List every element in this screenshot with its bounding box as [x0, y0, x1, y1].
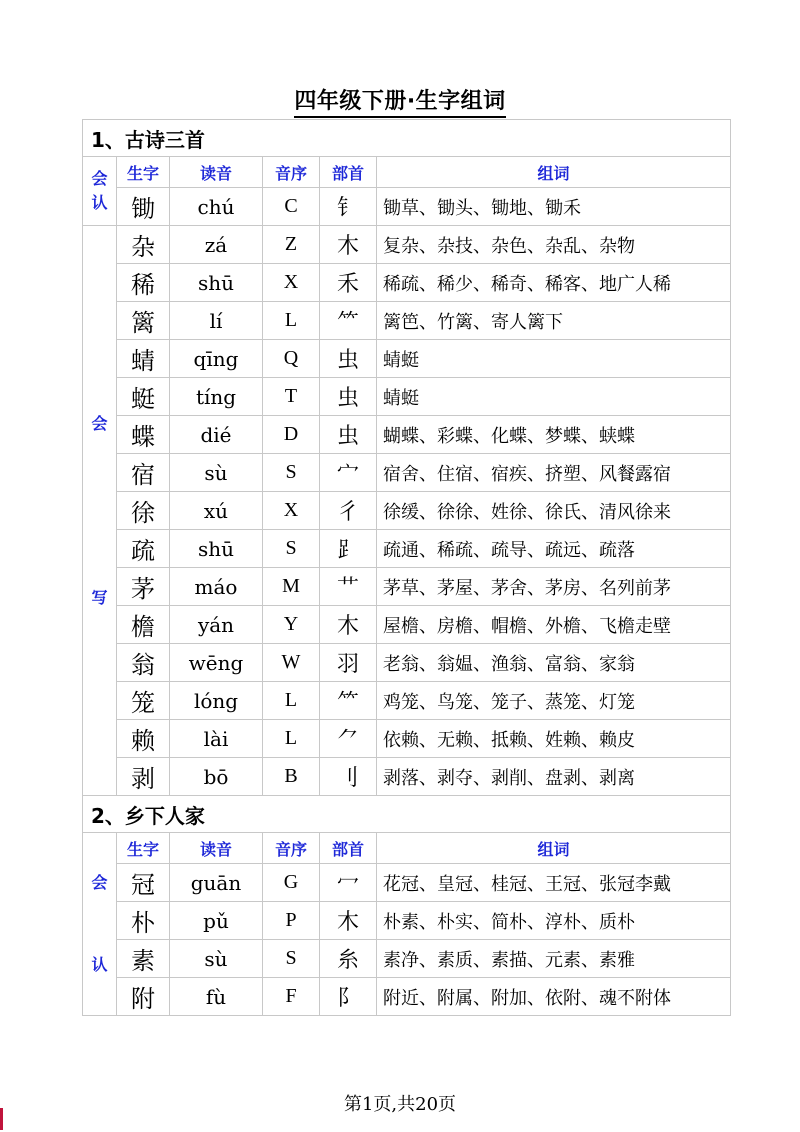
order-cell: P [263, 902, 320, 940]
section-title: 2、乡下人家 [83, 796, 731, 833]
char-cell: 冠 [117, 864, 170, 902]
char-cell: 笼 [117, 682, 170, 720]
table-row [83, 864, 731, 902]
header-radical: 部首 [320, 157, 377, 188]
order-cell: T [263, 378, 320, 416]
words-cell: 疏通、稀疏、疏导、疏远、疏落 [377, 530, 731, 568]
vocabulary-table [82, 119, 731, 1016]
table-row [83, 416, 731, 454]
order-cell: W [263, 644, 320, 682]
page-title-text: 四年级下册·生字组词 [294, 89, 505, 118]
table-row [83, 378, 731, 416]
radical-cell: 虫 [320, 416, 377, 454]
table-row [83, 682, 731, 720]
words-cell: 复杂、杂技、杂色、杂乱、杂物 [377, 226, 731, 264]
words-cell: 朴素、朴实、简朴、淳朴、质朴 [377, 902, 731, 940]
char-cell: 蜓 [117, 378, 170, 416]
table-row [83, 454, 731, 492]
group-label [83, 833, 117, 1016]
header-pinyin: 读音 [170, 157, 263, 188]
section-row [83, 796, 731, 833]
words-cell: 徐缓、徐徐、姓徐、徐氏、清风徐来 [377, 492, 731, 530]
words-cell: 附近、附属、附加、依附、魂不附体 [377, 978, 731, 1016]
group-label-char: 会 [91, 413, 108, 433]
header-order: 音序 [263, 157, 320, 188]
order-cell: Z [263, 226, 320, 264]
radical-cell: ⻊ [320, 530, 377, 568]
char-cell: 朴 [117, 902, 170, 940]
char-cell: 篱 [117, 302, 170, 340]
radical-cell: 艹 [320, 568, 377, 606]
words-cell: 屋檐、房檐、帽檐、外檐、飞檐走壁 [377, 606, 731, 644]
char-cell: 蝶 [117, 416, 170, 454]
words-cell: 蜻蜓 [377, 340, 731, 378]
group-label-char: 会 [91, 169, 108, 188]
char-cell: 赖 [117, 720, 170, 758]
radical-cell: 钅 [320, 188, 377, 226]
radical-cell: 羽 [320, 644, 377, 682]
table-row [83, 264, 731, 302]
header-row [83, 157, 731, 188]
char-cell: 附 [117, 978, 170, 1016]
table-row [83, 978, 731, 1016]
table-row [83, 940, 731, 978]
table-row [83, 188, 731, 226]
radical-cell: 虫 [320, 340, 377, 378]
order-cell: Q [263, 340, 320, 378]
table-row [83, 720, 731, 758]
order-cell: F [263, 978, 320, 1016]
group-label [83, 157, 117, 226]
table-row [83, 226, 731, 264]
order-cell: L [263, 302, 320, 340]
order-cell: S [263, 940, 320, 978]
order-cell: X [263, 264, 320, 302]
words-cell: 剥落、剥夺、剥削、盘剥、剥离 [377, 758, 731, 796]
table-row [83, 902, 731, 940]
words-cell: 宿舍、住宿、宿疾、挤塑、风餐露宿 [377, 454, 731, 492]
pinyin-cell: wēng [170, 644, 263, 682]
char-cell: 檐 [117, 606, 170, 644]
order-cell: S [263, 454, 320, 492]
order-cell: B [263, 758, 320, 796]
radical-cell: ⺮ [320, 682, 377, 720]
pinyin-cell: sù [170, 940, 263, 978]
words-cell: 锄草、锄头、锄地、锄禾 [377, 188, 731, 226]
header-words: 组词 [377, 833, 731, 864]
edge-mark [0, 1108, 3, 1130]
header-radical: 部首 [320, 833, 377, 864]
char-cell: 锄 [117, 188, 170, 226]
pinyin-cell: yán [170, 606, 263, 644]
words-cell: 鸡笼、鸟笼、笼子、蒸笼、灯笼 [377, 682, 731, 720]
radical-cell: 木 [320, 606, 377, 644]
group-label-char: 写 [91, 587, 108, 607]
words-cell: 篱笆、竹篱、寄人篱下 [377, 302, 731, 340]
char-cell: 杂 [117, 226, 170, 264]
radical-cell: 宀 [320, 454, 377, 492]
pinyin-cell: tíng [170, 378, 263, 416]
char-cell: 翁 [117, 644, 170, 682]
pinyin-cell: guān [170, 864, 263, 902]
table-row [83, 606, 731, 644]
order-cell: S [263, 530, 320, 568]
table-row [83, 492, 731, 530]
char-cell: 茅 [117, 568, 170, 606]
words-cell: 茅草、茅屋、茅舍、茅房、名列前茅 [377, 568, 731, 606]
char-cell: 剥 [117, 758, 170, 796]
words-cell: 依赖、无赖、抵赖、姓赖、赖皮 [377, 720, 731, 758]
order-cell: C [263, 188, 320, 226]
order-cell: G [263, 864, 320, 902]
table-row [83, 530, 731, 568]
pinyin-cell: chú [170, 188, 263, 226]
order-cell: L [263, 720, 320, 758]
table-row [83, 568, 731, 606]
header-words: 组词 [377, 157, 731, 188]
pinyin-cell: zá [170, 226, 263, 264]
pinyin-cell: bō [170, 758, 263, 796]
radical-cell: ⺮ [320, 302, 377, 340]
radical-cell: 糸 [320, 940, 377, 978]
words-cell: 素净、素质、素描、元素、素雅 [377, 940, 731, 978]
pinyin-cell: lóng [170, 682, 263, 720]
pinyin-cell: shū [170, 264, 263, 302]
table-row [83, 758, 731, 796]
page-title [0, 84, 800, 115]
pinyin-cell: qīng [170, 340, 263, 378]
group-label-char: 认 [91, 193, 108, 212]
section-row [83, 120, 731, 157]
pinyin-cell: lí [170, 302, 263, 340]
words-cell: 蜻蜓 [377, 378, 731, 416]
pinyin-cell: pǔ [170, 902, 263, 940]
radical-cell: 禾 [320, 264, 377, 302]
radical-cell: 冖 [320, 864, 377, 902]
order-cell: M [263, 568, 320, 606]
words-cell: 花冠、皇冠、桂冠、王冠、张冠李戴 [377, 864, 731, 902]
radical-cell: 刂 [320, 758, 377, 796]
table-row [83, 644, 731, 682]
radical-cell: 彳 [320, 492, 377, 530]
header-row [83, 833, 731, 864]
group-label-char: 认 [91, 955, 108, 975]
char-cell: 疏 [117, 530, 170, 568]
radical-cell: 木 [320, 226, 377, 264]
pinyin-cell: sù [170, 454, 263, 492]
pinyin-cell: shū [170, 530, 263, 568]
table-row [83, 340, 731, 378]
radical-cell: 阝 [320, 978, 377, 1016]
section-title: 1、古诗三首 [83, 120, 731, 157]
words-cell: 蝴蝶、彩蝶、化蝶、梦蝶、蛱蝶 [377, 416, 731, 454]
header-pinyin: 读音 [170, 833, 263, 864]
pinyin-cell: lài [170, 720, 263, 758]
order-cell: X [263, 492, 320, 530]
pinyin-cell: dié [170, 416, 263, 454]
radical-cell: 木 [320, 902, 377, 940]
radical-cell: ⺈ [320, 720, 377, 758]
header-char: 生字 [117, 157, 170, 188]
order-cell: D [263, 416, 320, 454]
char-cell: 稀 [117, 264, 170, 302]
words-cell: 老翁、翁媪、渔翁、富翁、家翁 [377, 644, 731, 682]
char-cell: 徐 [117, 492, 170, 530]
char-cell: 宿 [117, 454, 170, 492]
order-cell: L [263, 682, 320, 720]
char-cell: 蜻 [117, 340, 170, 378]
radical-cell: 虫 [320, 378, 377, 416]
header-char: 生字 [117, 833, 170, 864]
words-cell: 稀疏、稀少、稀奇、稀客、地广人稀 [377, 264, 731, 302]
group-label-char: 会 [91, 872, 108, 892]
page-number: 第1页,共20页 [343, 1094, 457, 1115]
pinyin-cell: máo [170, 568, 263, 606]
pinyin-cell: fù [170, 978, 263, 1016]
header-order: 音序 [263, 833, 320, 864]
char-cell: 素 [117, 940, 170, 978]
pinyin-cell: xú [170, 492, 263, 530]
table-row [83, 302, 731, 340]
group-label [83, 226, 117, 796]
order-cell: Y [263, 606, 320, 644]
